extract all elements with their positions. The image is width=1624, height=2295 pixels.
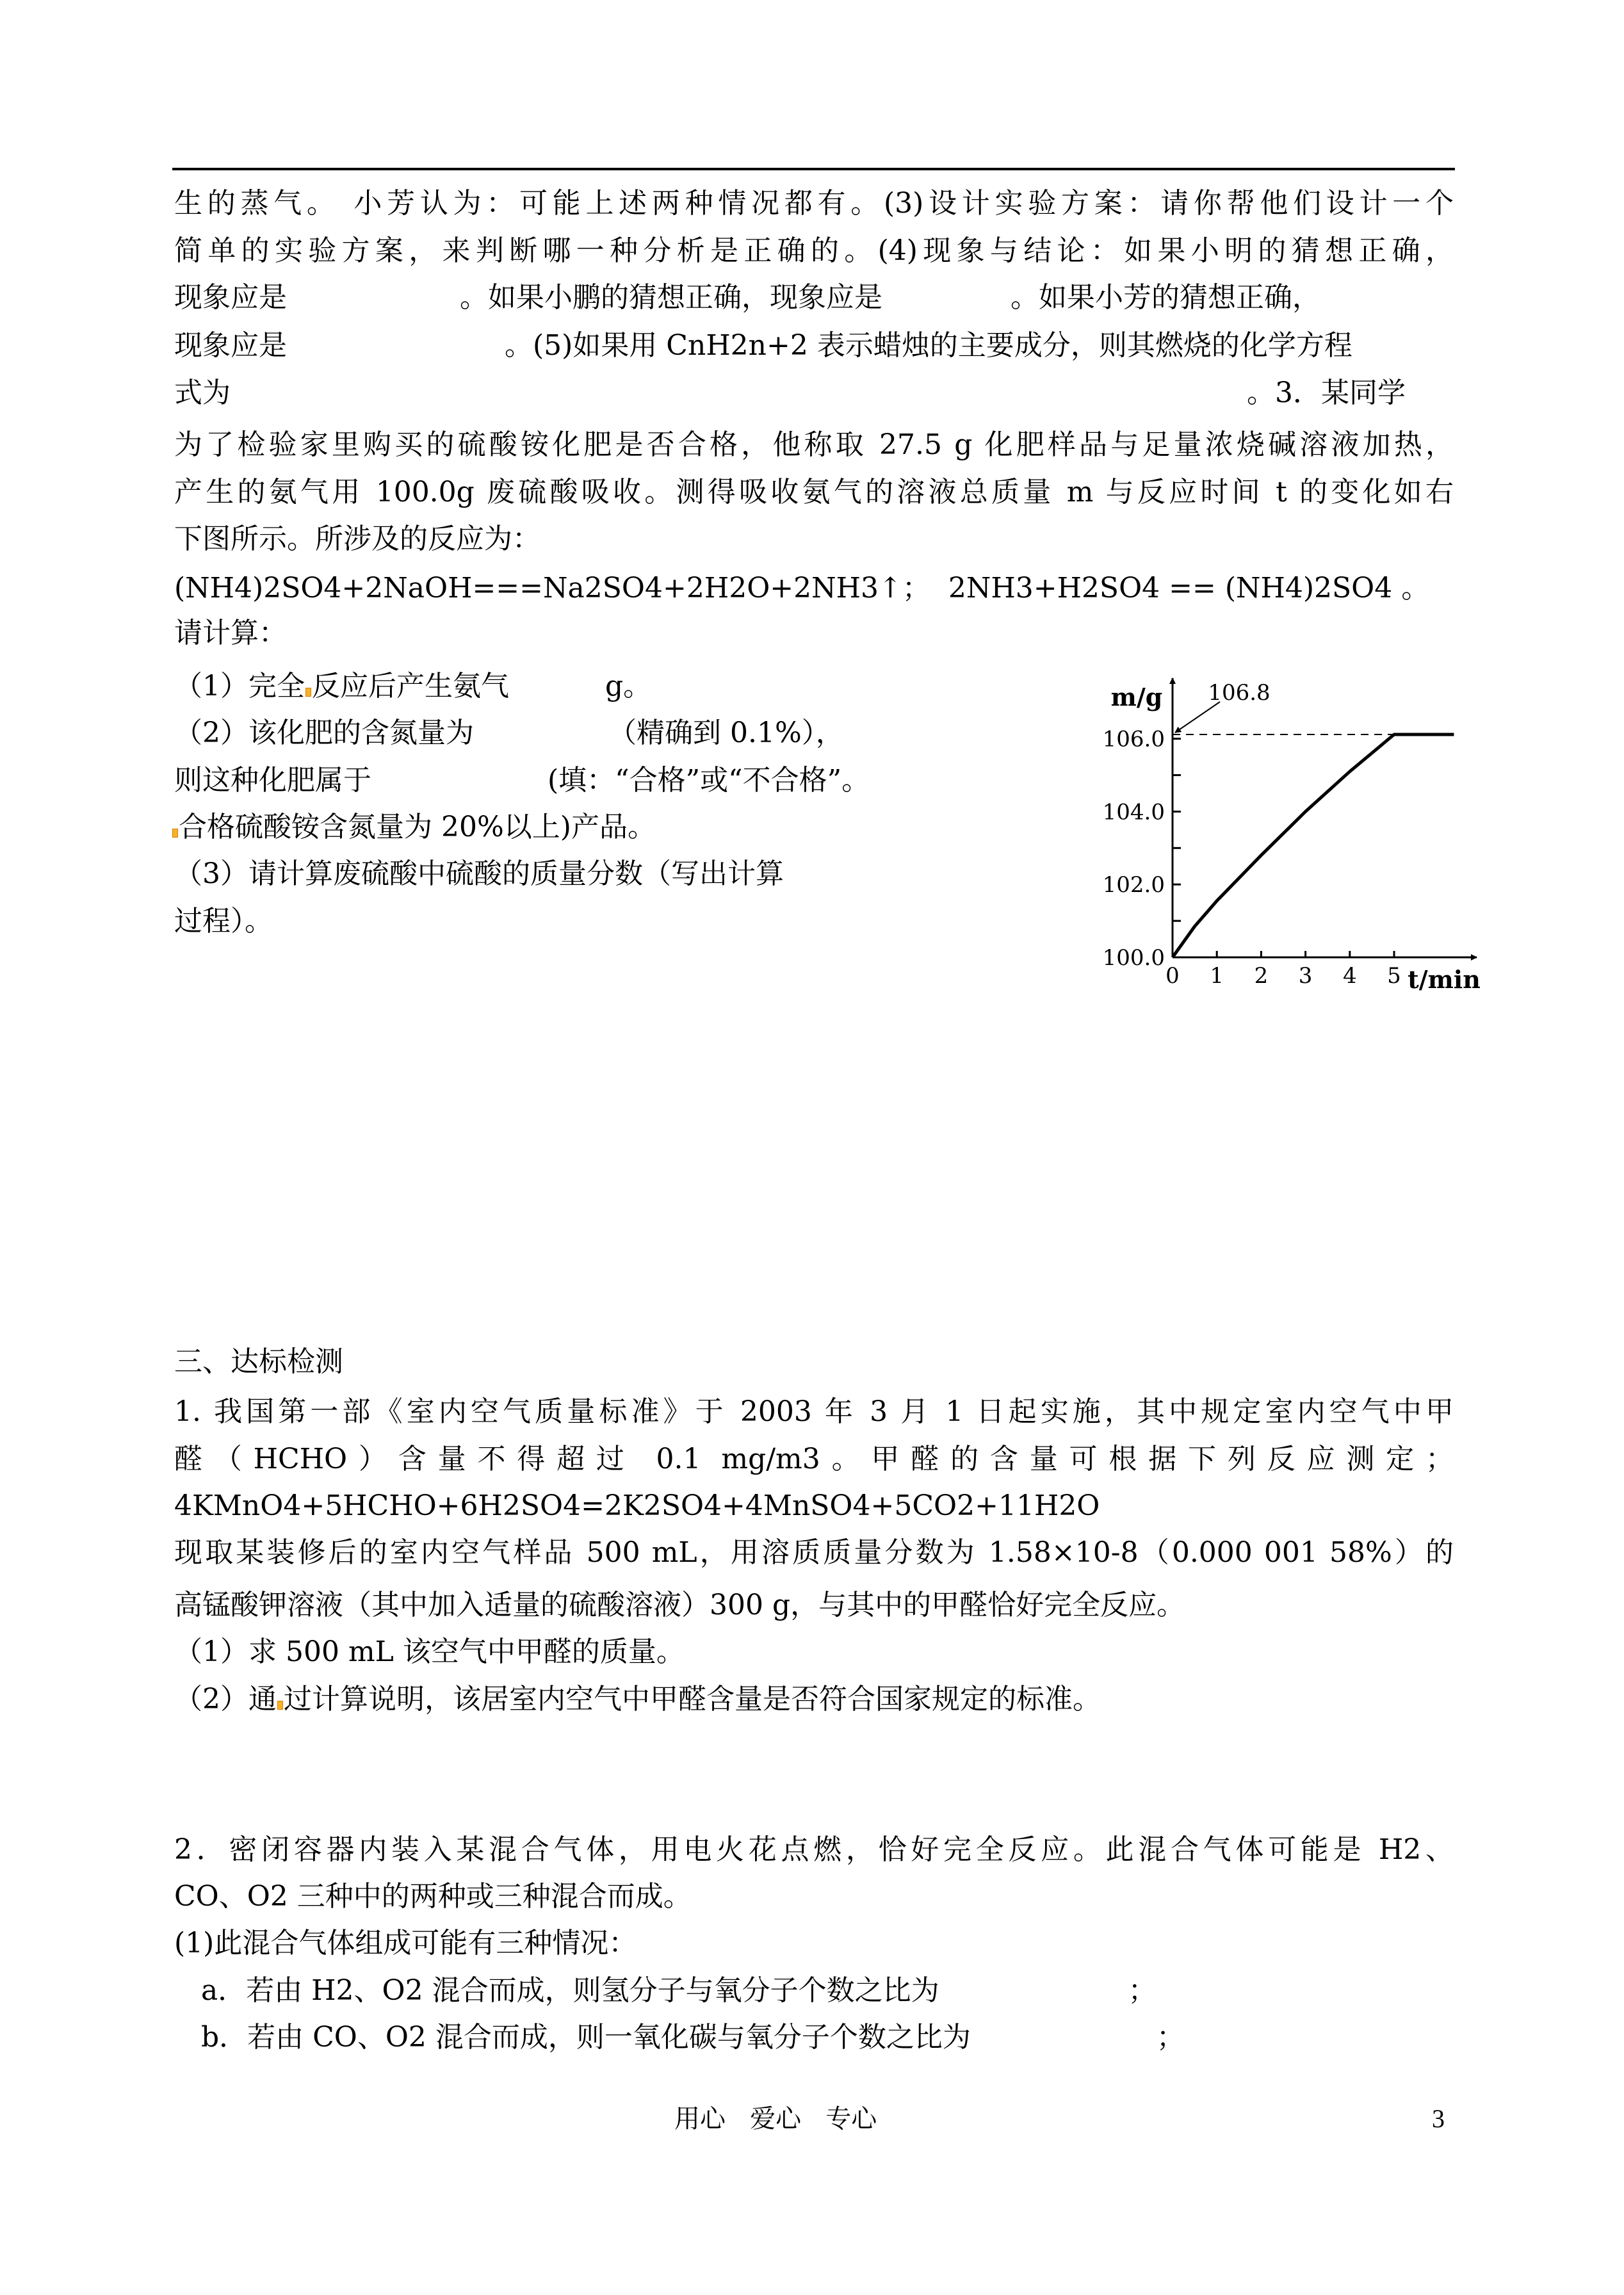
text: g。 [605,670,652,702]
text-line: (1)此混合气体组成可能有三种情况： [174,1927,637,1959]
text-line: 简单的实验方案，来判断哪一种分析是正确的。(4)现象与结论：如果小明的猜想正确， [174,234,1454,267]
text: 过计算说明，该居室内空气中甲醛含量是否符合国家规定的标准。 [284,1683,1101,1715]
text: 则这种化肥属于 [174,764,371,797]
x-tick-label: 0 [1165,963,1180,989]
mass-time-chart [1076,660,1498,1005]
question-3-cont: 过程）。 [174,905,273,937]
y-tick-label: 104.0 [1102,799,1165,825]
question-3: （3）请计算废硫酸中硫酸的质量分数（写出计算 [174,857,784,890]
text-line [174,328,1352,364]
question-2-note [172,809,656,845]
annotation-label: 106.8 [1208,680,1271,706]
text: 。3．某同学 [1247,377,1406,409]
x-tick-label: 5 [1387,963,1401,989]
anchor-marker-icon [277,1701,283,1710]
text-line [174,280,1320,316]
reaction-equations: (NH4)2SO4+2NaOH===Na2SO4+2H2O+2NH3↑； 2NH3+H2SO4 == (NH4)2SO4 。 [174,572,1430,604]
text: （2）通 [174,1683,277,1715]
section-heading: 三、达标检测 [174,1345,343,1378]
problem3-intro: 为了检验家里购买的硫酸铵化肥是否合格，他称取 27.5 g 化肥样品与足量浓烧碱溶液加热， [174,428,1454,461]
question-1 [174,669,651,704]
footer-motto: 用心 爱心 专心 [674,2104,877,2134]
option-a [174,1973,1157,2009]
y-tick-label: 106.0 [1102,726,1165,752]
text: （精确到 0.1%）， [608,717,844,749]
y-tick-label: 102.0 [1102,872,1165,898]
option-b [174,2020,1185,2056]
x-tick-label: 3 [1298,963,1313,989]
text: 。如果小鹏的猜想正确，现象应是 [460,281,882,314]
text-line: 生的蒸气。 小芳认为：可能上述两种情况都有。(3)设计实验方案：请你帮他们设计一个 [174,187,1454,220]
text: ； [1156,2021,1185,2054]
text: 。如果小芳的猜想正确， [1011,281,1320,314]
anchor-marker-icon [305,688,311,697]
x-tick-label: 4 [1342,963,1357,989]
text: b．若由 CO、O2 混合而成，则一氧化碳与氧分子个数之比为 [174,2021,971,2054]
reaction-equation: 4KMnO4+5HCHO+6H2SO4=2K2SO4+4MnSO4+5CO2+11H2O [174,1489,1100,1522]
text-line [174,375,1406,411]
problem3-intro: 产生的氨气用 100.0g 废硫酸吸收。测得吸收氨气的溶液总质量 m 与反应时间 t 的变化如右 [174,476,1454,508]
text-line: 1. 我国第一部《室内空气质量标准》于 2003 年 3 月 1 日起实施，其中规定室内空气中甲 [174,1395,1454,1428]
question-2 [174,1682,1101,1717]
mass-curve [1173,734,1454,957]
text: 反应后产生氨气 [312,670,509,702]
question-2-cont [174,763,870,799]
anchor-marker-icon [172,829,178,838]
text: （1）完全 [174,670,305,702]
x-tick-label: 1 [1210,963,1224,989]
text: 式为 [174,377,231,409]
text-line: CO、O2 三种中的两种或三种混合而成。 [174,1880,692,1913]
text: 。(5)如果用 CnH2n+2 表示蜡烛的主要成分，则其燃烧的化学方程 [505,329,1352,362]
text-line: 醛（HCHO）含量不得超过 0.1 mg/m3。甲醛的含量可根据下列反应测定； [174,1443,1454,1475]
text-line: 2．密闭容器内装入某混合气体，用电火花点燃，恰好完全反应。此混合气体可能是 H2、 [174,1833,1454,1866]
header-rule [172,168,1455,170]
y-tick-label: 100.0 [1102,945,1165,971]
text: a．若由 H2、O2 混合而成，则氢分子与氧分子个数之比为 [174,1974,939,2007]
text: 合格硫酸铵含氮量为 20%以上)产品。 [179,811,656,843]
text-line: 高锰酸钾溶液（其中加入适量的硫酸溶液）300 g，与其中的甲醛恰好完全反应。 [174,1589,1185,1621]
page-number: 3 [1432,2104,1445,2133]
text-line: 现取某装修后的室内空气样品 500 mL，用溶质质量分数为 1.58×10-8（0.000 001 58%）的 [174,1536,1454,1569]
question-1: （1）求 500 mL 该空气中甲醛的质量。 [174,1635,685,1668]
question-2 [174,715,844,751]
problem3-prompt: 请计算： [174,617,287,649]
text: (填：“合格”或“不合格”。 [548,764,870,797]
text: ； [1128,1974,1157,2007]
problem3-intro: 下图所示。所涉及的反应为： [174,523,540,555]
text: 现象应是 [174,329,287,362]
annotation-arrow [1175,702,1220,733]
y-axis-label: m/g [1110,683,1163,711]
text: 现象应是 [174,281,287,314]
x-tick-label: 2 [1254,963,1269,989]
text: （2）该化肥的含氮量为 [174,717,474,749]
x-axis-label: t/min [1408,965,1481,994]
